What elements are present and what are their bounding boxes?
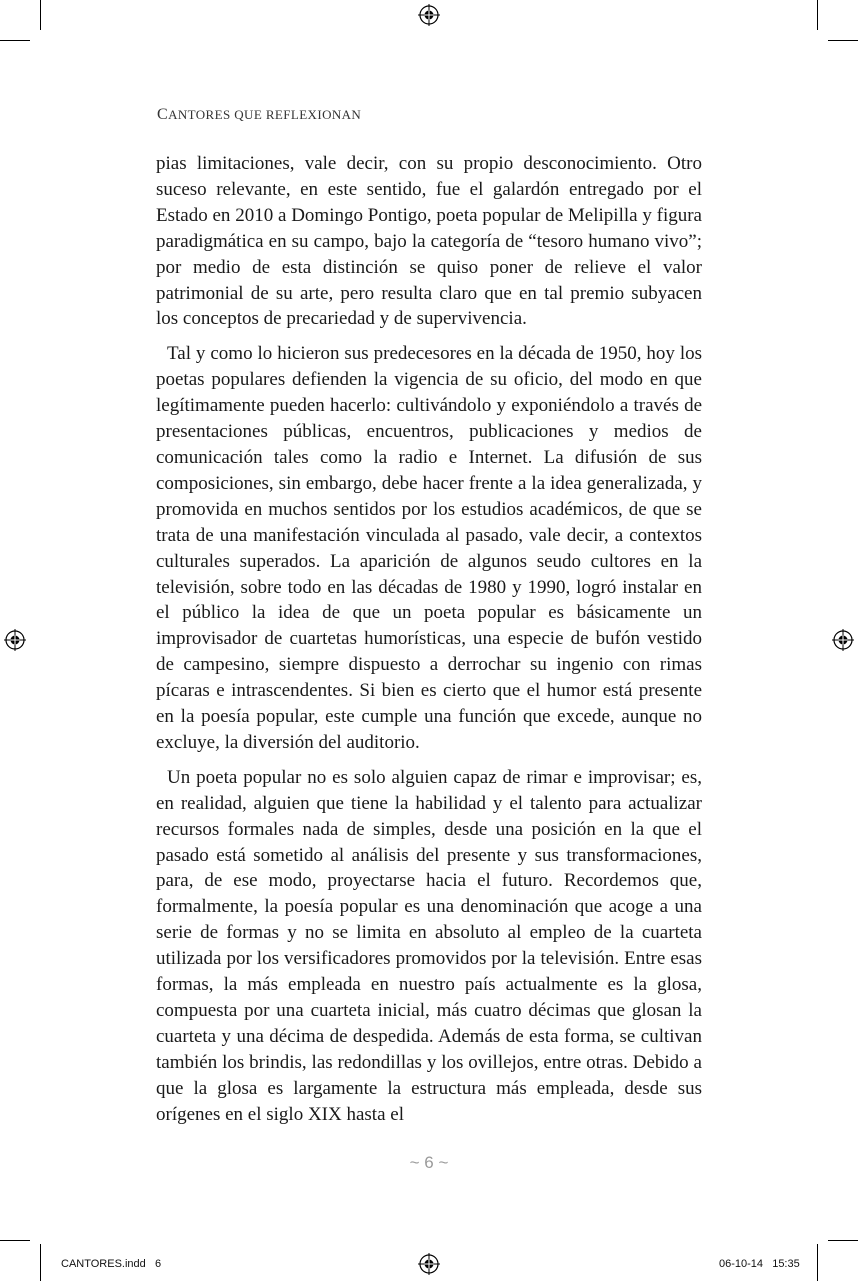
body-text	[156, 151, 702, 1137]
paragraph: Un poeta popular no es solo alguien capaz de rimar e improvisar; es, en realidad, alguien que tiene la habilidad y el talento para actualizar recursos formales nada de simples, desde una posición en la que el pasado está sometido al análisis del presente y sus transformaciones, para, de ese modo, proyectarse hacia el futuro. Recordemos que, formalmente, la poesía popular es una denominación que acoge a una serie de formas y no se limita en absoluto al empleo de la cuarteta utilizada por los versificadores promovidos por la televisión. Entre esas formas, la más empleada en nuestro país actualmente es la glosa, compuesta por una cuarteta inicial, más cuatro décimas que glosan la cuarteta y una décima de despedida. Además de esta forma, se cultivan también los brindis, las redondillas y los ovillejos, entre otras. Debido a que la glosa es largamente la estructura más empleada, desde sus orígenes en el siglo XIX hasta el	[156, 766, 702, 1125]
registration-mark-icon	[832, 629, 854, 651]
crop-mark-top-right-v	[817, 0, 818, 30]
page-number: ~ 6 ~	[409, 1153, 449, 1172]
slug-file: CANTORES.indd 6	[61, 1258, 162, 1270]
crop-mark-top-right-h	[828, 40, 858, 41]
crop-mark-top-left-h	[0, 40, 30, 41]
registration-mark-icon	[4, 629, 26, 651]
slug-datetime: 06-10-14 15:35	[719, 1258, 800, 1270]
registration-mark-icon	[418, 1253, 440, 1275]
crop-mark-bottom-right-v	[817, 1244, 818, 1281]
paragraph: pias limitaciones, vale decir, con su propio desconocimiento. Otro suceso relevante, en este sentido, fue el galardón entregado por el Estado en 2010 a Domingo Pontigo, poeta popular de Melipilla y figura paradigmática en su campo, bajo la categoría de “tesoro humano vivo”; por medio de esta distinción se quiso poner de relieve el valor patrimonial de su arte, pero resulta claro que en tal premio subyacen los conceptos de precariedad y de supervivencia.	[156, 153, 702, 330]
crop-mark-bottom-right-h	[828, 1240, 858, 1241]
running-head: CANTORES QUE REFLEXIONAN	[157, 106, 362, 123]
crop-mark-bottom-left-h	[0, 1240, 30, 1241]
paragraph: Tal y como lo hicieron sus predecesores en la década de 1950, hoy los poetas populares defienden la vigencia de su oficio, del modo en que legítimamente pueden hacerlo: cultivándolo y exponiéndolo a través de presentaciones públicas, encuentros, publicaciones y medios de comunicación tales como la radio e Internet. La difusión de sus composiciones, sin embargo, debe hacer frente a la idea generalizada, y promovida en muchos sentidos por los estudios académicos, de que se trata de una manifestación vinculada al pasado, vale decir, a contextos culturales superados. La aparición de algunos seudo cultores en la televisión, sobre todo en las décadas de 1980 y 1990, logró instalar en el público la idea de que un poeta popular es básicamente un improvisador de cuartetas humorísticas, una especie de bufón vestido de campesino, siempre dispuesto a derrochar su ingenio con rimas pícaras e intrascendentes. Si bien es cierto que el humor está presente en la poesía popular, este cumple una función que excede, aunque no excluye, la diversión del auditorio.	[156, 343, 702, 753]
crop-mark-bottom-left-v	[40, 1244, 41, 1281]
crop-mark-top-left-v	[40, 0, 41, 30]
registration-mark-icon	[418, 4, 440, 26]
